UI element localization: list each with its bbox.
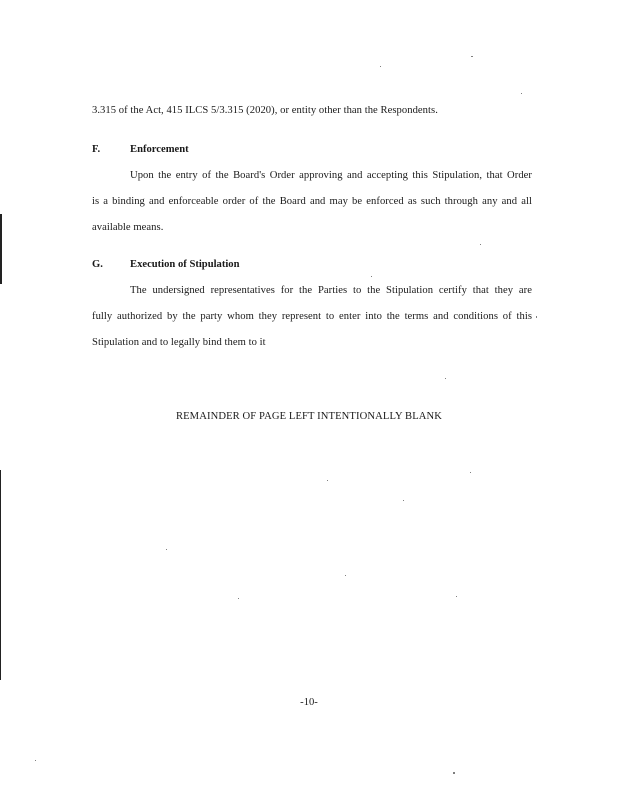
- scan-speck: [371, 276, 372, 277]
- scan-speck: [456, 596, 457, 597]
- scan-speck: [453, 772, 455, 774]
- page-number: -10-: [300, 697, 318, 708]
- paragraph-line: available means.: [92, 222, 164, 233]
- paragraph-line: fully authorized by the party whom they represent to enter into the terms and conditions of this: [92, 311, 532, 322]
- paragraph-line: Upon the entry of the Board's Order approving and accepting this Stipulation, that Order: [130, 170, 532, 181]
- scan-speck: [471, 56, 473, 57]
- paragraph-line: 3.315 of the Act, 415 ILCS 5/3.315 (2020), or entity other than the Respondents.: [92, 105, 438, 116]
- scan-speck: [327, 480, 328, 481]
- scan-speck: [403, 500, 404, 501]
- scan-speck: [35, 760, 36, 761]
- scan-speck: [521, 93, 522, 94]
- section-letter: F.: [92, 144, 101, 155]
- paragraph-line: is a binding and enforceable order of the Board and may be enforced as such through any and all: [92, 196, 532, 207]
- scan-speck: [470, 472, 471, 473]
- section-letter: G.: [92, 259, 103, 270]
- blank-page-notice: REMAINDER OF PAGE LEFT INTENTIONALLY BLANK: [175, 411, 443, 422]
- scan-speck: [480, 244, 481, 245]
- scan-speck: [380, 66, 381, 67]
- scan-speck: [166, 549, 167, 550]
- scan-edge-mark: [0, 470, 1, 680]
- section-heading: Enforcement: [130, 144, 189, 155]
- section-heading: Execution of Stipulation: [130, 259, 240, 270]
- scan-speck: [445, 378, 446, 379]
- scan-speck: [345, 575, 346, 576]
- scan-edge-mark: [0, 214, 2, 284]
- scan-speck: [536, 316, 537, 318]
- paragraph-line: Stipulation and to legally bind them to it: [92, 337, 266, 348]
- paragraph-line: The undersigned representatives for the Parties to the Stipulation certify that they are: [130, 285, 532, 296]
- scan-speck: [238, 598, 239, 599]
